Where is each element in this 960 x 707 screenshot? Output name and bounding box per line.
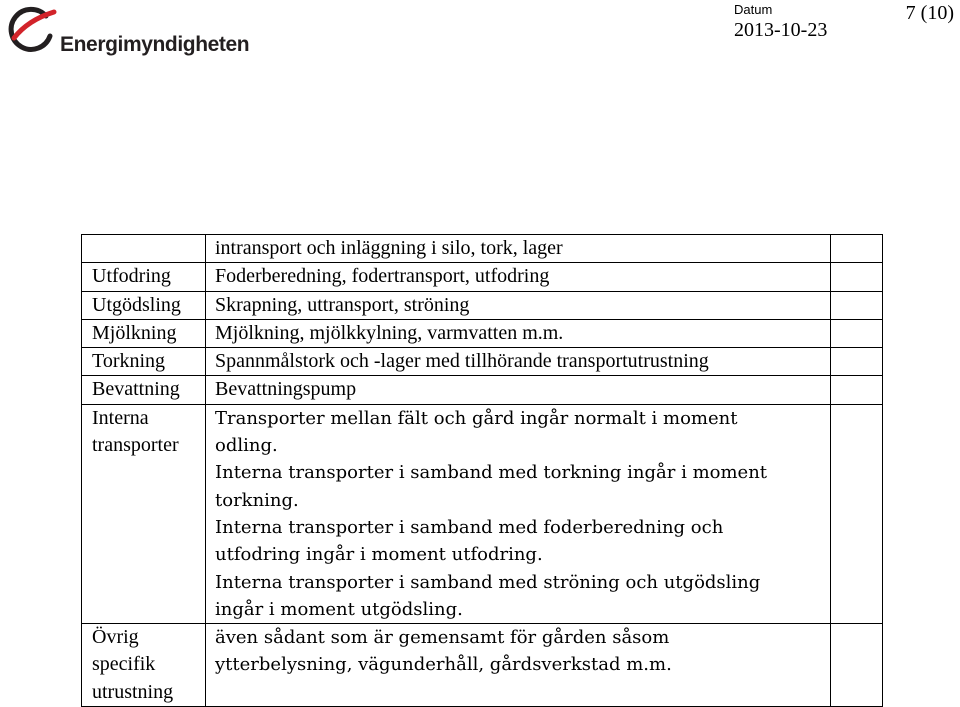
description-line: Transporter mellan fält och gård ingår normalt i moment [215, 407, 738, 429]
table-row-interna-transporter [82, 404, 883, 623]
category-cell: Mjölkning [82, 319, 206, 347]
category-line: utrustning [92, 680, 174, 703]
table-row-ovrig-utrustning [82, 624, 883, 707]
energimyndigheten-swoosh-icon [6, 6, 58, 58]
description-cell: Bevattningspump [206, 376, 831, 404]
description-line: utfodring ingår i moment utfodring. [215, 544, 543, 566]
description-line: torkning. [215, 489, 299, 511]
description-cell [206, 624, 831, 707]
category-line: transporter [92, 434, 179, 457]
empty-cell [831, 624, 883, 707]
description-line: ytterbelysning, vägunderhåll, gårdsverkstad m.m. [215, 654, 672, 676]
datum-label: Datum [734, 2, 773, 17]
category-line: Interna [92, 406, 149, 429]
description-cell: Foderberedning, fodertransport, utfodring [206, 263, 831, 291]
table-row [82, 263, 883, 291]
empty-cell [831, 319, 883, 347]
description-cell: intransport och inläggning i silo, tork, lager [206, 235, 831, 263]
category-cell: Utgödsling [82, 291, 206, 319]
table-row [82, 291, 883, 319]
category-cell [82, 235, 206, 263]
category-cell [82, 404, 206, 623]
description-line: även sådant som är gemensamt för gården såsom [215, 627, 670, 649]
empty-cell [831, 291, 883, 319]
empty-cell [831, 263, 883, 291]
document-date: 2013-10-23 [734, 19, 828, 41]
description-line: Interna transporter i samband med ströning och utgödsling [215, 571, 761, 593]
category-cell [82, 624, 206, 707]
description-cell: Spannmålstork och -lager med tillhörande transportutrustning [206, 348, 831, 376]
logo-text: Energimyndigheten [60, 33, 250, 56]
empty-cell [831, 235, 883, 263]
description-line: odling. [215, 435, 278, 457]
table-row [82, 348, 883, 376]
energy-categories-table [81, 234, 883, 707]
table-row [82, 235, 883, 263]
description-cell: Skrapning, uttransport, ströning [206, 291, 831, 319]
description-cell [206, 404, 831, 623]
empty-cell [831, 376, 883, 404]
table-row [82, 376, 883, 404]
category-cell: Torkning [82, 348, 206, 376]
description-line: Interna transporter i samband med torkning ingår i moment [215, 462, 768, 484]
table-row [82, 319, 883, 347]
category-cell: Bevattning [82, 376, 206, 404]
category-cell: Utfodring [82, 263, 206, 291]
page-number: 7 (10) [905, 2, 954, 24]
description-line: Interna transporter i samband med foderberedning och [215, 516, 724, 538]
category-line: specifik [92, 653, 156, 676]
energimyndigheten-logo [6, 6, 250, 58]
category-line: Övrig [92, 626, 139, 649]
description-line: ingår i moment utgödsling. [215, 598, 463, 620]
empty-cell [831, 348, 883, 376]
description-cell: Mjölkning, mjölkkylning, varmvatten m.m. [206, 319, 831, 347]
empty-cell [831, 404, 883, 623]
